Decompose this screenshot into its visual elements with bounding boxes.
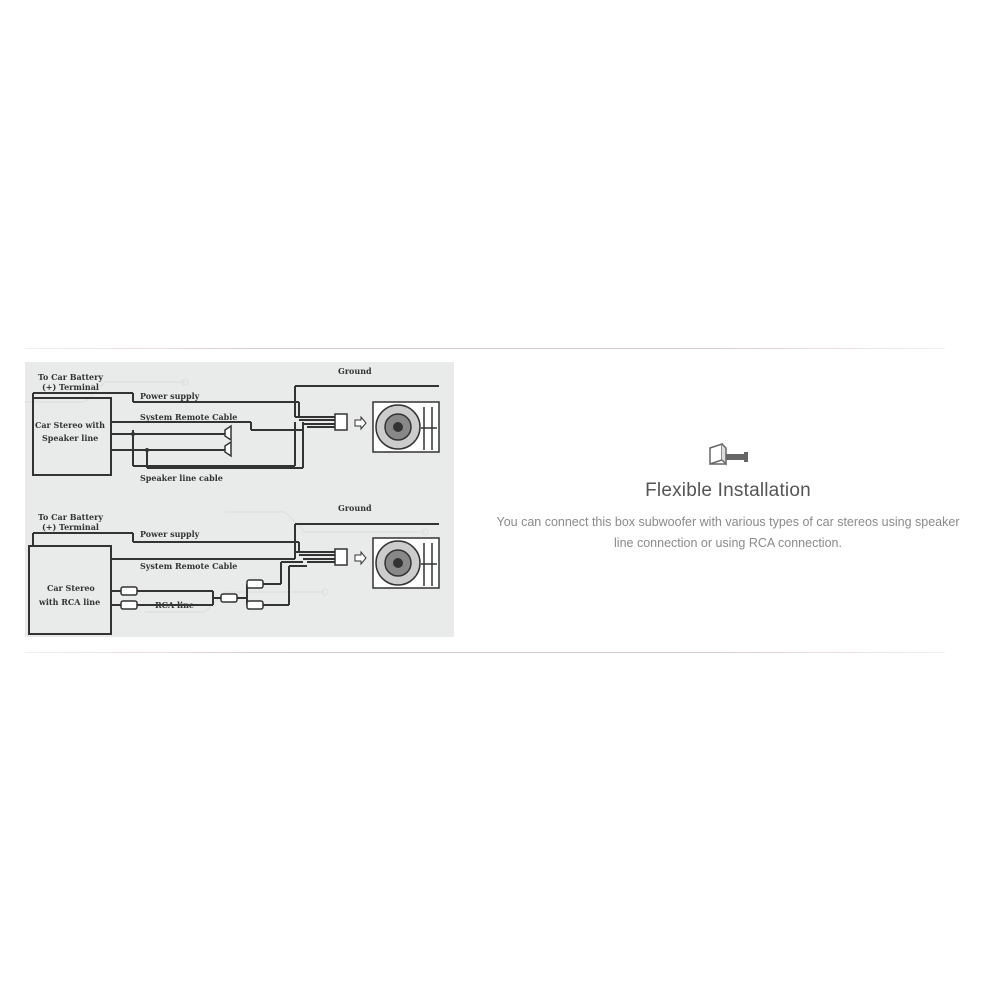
- speaker-line-diagram: [33, 366, 439, 483]
- top-divider: [25, 348, 945, 349]
- feature-description: You can connect this box subwoofer with various types of car stereos using speaker line connection or using RCA connection.: [496, 515, 960, 550]
- stereo-label-1: Car Stereo with: [35, 420, 105, 430]
- stereo-label-1b: Car Stereo: [47, 583, 95, 593]
- battery-label-1b: To Car Battery: [38, 512, 103, 522]
- feature-title: Flexible Installation: [645, 480, 811, 501]
- power-supply-label: Power supply: [140, 391, 200, 401]
- battery-label-2: (+) Terminal: [42, 382, 99, 392]
- ground-label-b: Ground: [338, 503, 372, 513]
- battery-label-1: To Car Battery: [38, 372, 103, 382]
- installation-tool-icon: [704, 440, 752, 470]
- remote-cable-label-b: System Remote Cable: [140, 561, 238, 571]
- battery-label-2b: (+) Terminal: [42, 522, 99, 532]
- subwoofer-top: [373, 402, 439, 452]
- stereo-label-2: Speaker line: [42, 433, 99, 443]
- speaker-cable-label: Speaker line cable: [140, 473, 223, 483]
- power-supply-label-b: Power supply: [140, 529, 200, 539]
- wiring-diagram-svg: [25, 362, 454, 637]
- rca-line-label: RCA line: [155, 600, 194, 610]
- feature-block: [482, 440, 974, 554]
- subwoofer-bottom: [373, 538, 439, 588]
- wiring-diagram: [25, 362, 454, 637]
- bottom-divider: [25, 652, 945, 653]
- remote-cable-label: System Remote Cable: [140, 412, 238, 422]
- stereo-label-2b: with RCA line: [39, 597, 101, 607]
- rca-line-diagram: [29, 503, 439, 634]
- ground-label: Ground: [338, 366, 372, 376]
